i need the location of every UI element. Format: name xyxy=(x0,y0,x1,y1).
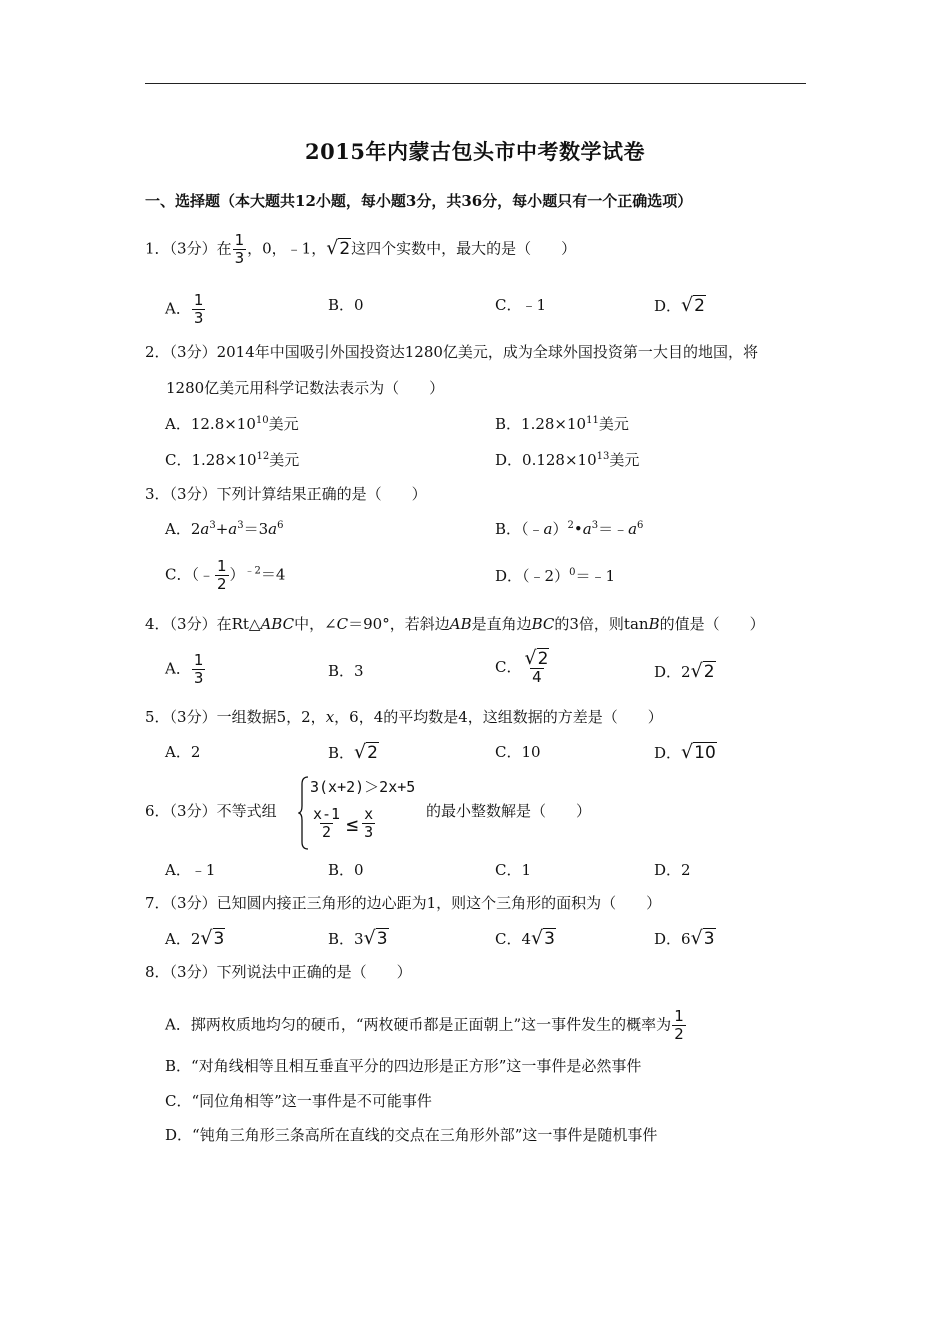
option-c: C．（﹣ $\frac{1}{2}$ ）$^{﹣2}$＝4 xyxy=(165,557,286,593)
option-d: D．2√2 xyxy=(654,660,715,682)
question-text: ，0，﹣1， xyxy=(247,239,327,258)
inequality-system xyxy=(296,774,416,850)
option-a: A．掷两枚质地均匀的硬币，“两枚硬币都是正面朝上”这一事件发生的概率为 $\frac{1}{2}$ xyxy=(165,1007,684,1043)
brace-icon xyxy=(298,776,310,850)
option-d: D．√2 xyxy=(654,294,705,316)
header-rule xyxy=(145,83,806,84)
question-text: 1．（3分）在 xyxy=(145,239,232,258)
inequality-1: 3(x+2)＞2x+5 xyxy=(310,778,416,796)
inequality-2: $\frac{x-1}{2}$ ≤ $\frac{x}{3}$ xyxy=(313,805,374,841)
option-b: B．3√3 xyxy=(328,927,388,949)
option-c: C．1 xyxy=(495,861,532,879)
question-1 xyxy=(145,232,576,267)
option-a: A．2√3 xyxy=(165,927,225,949)
option-b: B．0 xyxy=(328,296,364,314)
section-heading: 一、选择题（本大题共12小题，每小题3分，共36分，每小题只有一个正确选项） xyxy=(145,192,693,210)
option-c: C．﹣1 xyxy=(495,296,547,314)
option-a: A．$2a^3+a^3=3a^6$ xyxy=(165,520,284,538)
option-d: D．（﹣2）$^0$＝﹣1 xyxy=(495,567,615,585)
page-title: 2015年内蒙古包头市中考数学试卷 xyxy=(305,139,645,164)
option-c: C．4√3 xyxy=(495,927,555,949)
question-6-suffix: 的最小整数解是（ ） xyxy=(426,802,592,820)
option-a: A．2 xyxy=(165,743,201,761)
option-a: A．﹣1 xyxy=(165,861,216,879)
option-c: C．10 xyxy=(495,743,541,761)
question-3: 3．（3分）下列计算结果正确的是（ ） xyxy=(145,485,427,503)
question-6: 6．（3分）不等式组 xyxy=(145,802,277,820)
option-b: B．$(﹣a)^2•a^3=﹣a^6$ xyxy=(495,520,644,538)
question-2: 2．（3分）2014年中国吸引外国投资达1280亿美元，成为全球外国投资第一大目的地国，将 xyxy=(145,343,758,361)
option-d: D．√10 xyxy=(654,741,716,763)
option-c: C．“同位角相等”这一事件是不可能事件 xyxy=(165,1092,432,1110)
option-b: B．$1.28\times 10^{11}$美元 xyxy=(495,415,629,433)
option-d: D．6√3 xyxy=(654,927,715,949)
option-a: A．$12.8\times 10^{10}$美元 xyxy=(165,415,299,433)
option-c: C．$1.28\times 10^{12}$美元 xyxy=(165,451,300,469)
question-text: 这四个实数中，最大的是（ ） xyxy=(351,239,577,258)
option-c: C． $\frac{√2}{4}$ xyxy=(495,647,549,686)
question-5: 5．（3分）一组数据5，2，x，6，4的平均数是4，这组数据的方差是（ ） xyxy=(145,708,663,726)
option-d: D．2 xyxy=(654,861,691,879)
fraction: $\frac{1}{3}$ xyxy=(234,231,245,267)
question-4: 4．（3分）在Rt△ABC中，∠C＝90°，若斜边AB是直角边BC的3倍，则tanB的值是（ ） xyxy=(145,615,765,633)
question-7: 7．（3分）已知圆内接正三角形的边心距为1，则这个三角形的面积为（ ） xyxy=(145,894,662,912)
option-d: D．$0.128\times 10^{13}$美元 xyxy=(495,451,640,469)
question-2-cont: 1280亿美元用科学记数法表示为（ ） xyxy=(166,379,445,397)
option-a: A． $\frac{1}{3}$ xyxy=(165,651,204,687)
question-8: 8．（3分）下列说法中正确的是（ ） xyxy=(145,963,412,981)
sqrt: √2 xyxy=(326,236,351,259)
option-b: B．√2 xyxy=(328,741,378,763)
option-b: B．“对角线相等且相互垂直平分的四边形是正方形”这一事件是必然事件 xyxy=(165,1057,642,1075)
option-d: D．“钝角三角形三条高所在直线的交点在三角形外部”这一事件是随机事件 xyxy=(165,1126,658,1144)
option-b: B．0 xyxy=(328,861,364,879)
option-a: A． $\frac{1}{3}$ xyxy=(165,291,204,327)
option-b: B．3 xyxy=(328,662,364,680)
